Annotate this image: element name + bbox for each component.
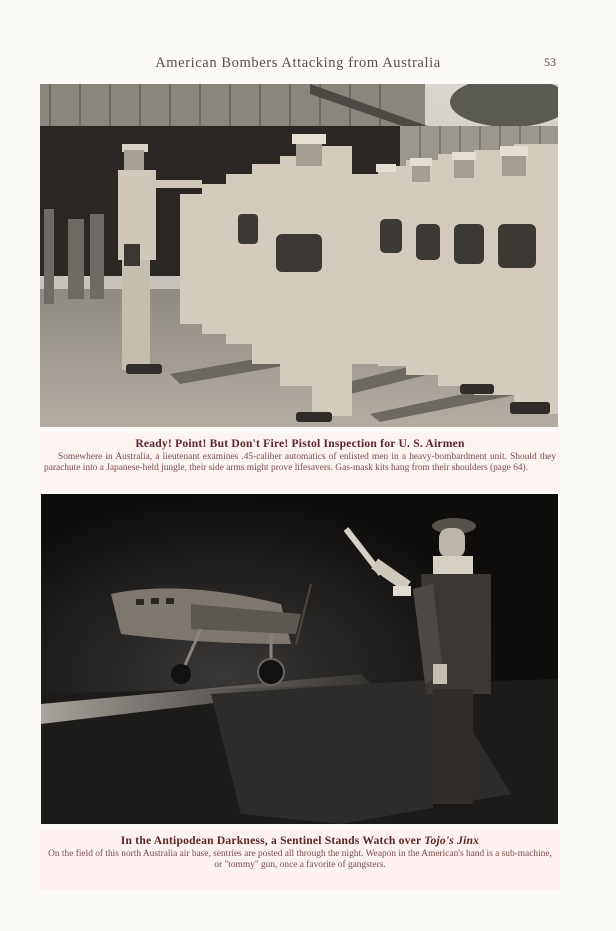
caption-title-main: In the Antipodean Darkness, a Sentinel Stands Watch over	[120, 834, 425, 847]
caption-title: Ready! Point! But Don't Fire! Pistol Inspection for U. S. Airmen	[135, 437, 465, 450]
photo-night-sentinel-image	[41, 494, 558, 824]
photo-pistol-inspection-image	[40, 84, 558, 427]
page-number: 53	[544, 55, 556, 69]
photo-pistol-inspection	[40, 84, 558, 427]
photo-night-sentinel	[41, 494, 558, 824]
running-title: American Bombers Attacking from Australia	[155, 55, 441, 71]
caption-pistol-inspection	[40, 433, 560, 491]
caption-body: On the field of this north Australia air base, sentries are posted all through the night. Weapon in the American's hand is a sub-machine, or "tommy" gun, once a favorite of gangsters.	[48, 849, 552, 870]
caption-body: Somewhere in Australia, a lieutenant examines .45-caliber automatics of enlisted men in a heavy-bombardment unit. Should they parachute into a Japanese-held jungle, their side arms might prove lifesavers. Gas-mask kits hang from their shoulders (page 64).	[44, 452, 556, 473]
caption-night-sentinel	[40, 830, 560, 890]
running-head	[0, 55, 616, 73]
caption-title	[40, 834, 560, 847]
caption-title-italic: Tojo's Jinx	[424, 834, 480, 847]
